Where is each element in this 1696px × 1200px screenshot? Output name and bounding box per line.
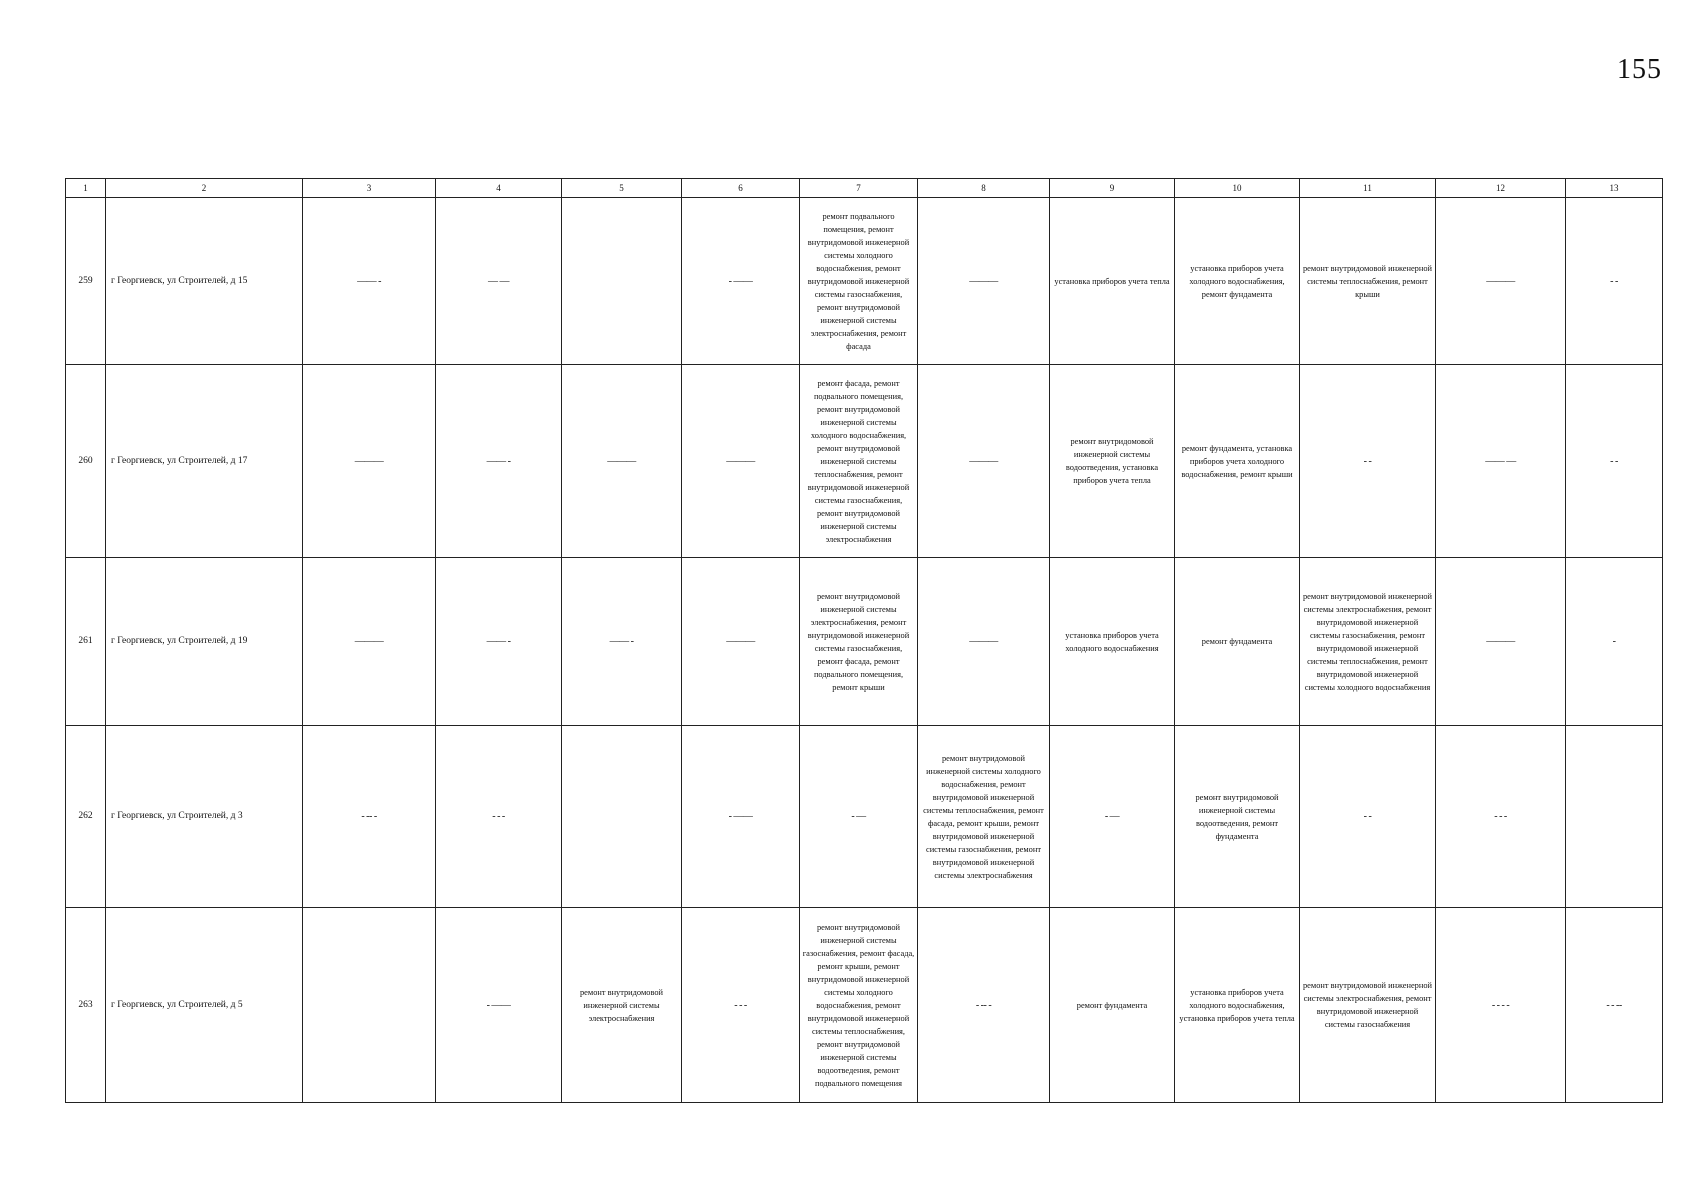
column-number: 8 bbox=[918, 179, 1050, 198]
table-cell: установка приборов учета холодного водоснабжения, установка приборов учета тепла bbox=[1175, 908, 1300, 1103]
column-number: 13 bbox=[1566, 179, 1663, 198]
address-cell: г Георгиевск, ул Строителей, д 19 bbox=[106, 558, 303, 726]
address-cell: г Георгиевск, ул Строителей, д 3 bbox=[106, 726, 303, 908]
table-cell: установка приборов учета холодного водоснабжения, ремонт фундамента bbox=[1175, 198, 1300, 365]
table-cell bbox=[303, 908, 436, 1103]
table-cell bbox=[562, 726, 682, 908]
table-cell: - - - bbox=[436, 726, 562, 908]
column-number: 4 bbox=[436, 179, 562, 198]
table-row bbox=[66, 908, 1663, 1103]
table-cell: ремонт фундамента, установка приборов учета холодного водоснабжения, ремонт крыши bbox=[1175, 365, 1300, 558]
table-cell: ремонт внутридомовой инженерной системы электроснабжения, ремонт внутридомовой инженерной системы газоснабжения, ремонт фасада, ремонт подвального помещения, ремонт крыши bbox=[800, 558, 918, 726]
table-cell: - bbox=[1566, 558, 1663, 726]
table-row bbox=[66, 365, 1663, 558]
column-number-row bbox=[66, 179, 1663, 198]
table-cell: ——— bbox=[918, 558, 1050, 726]
table-cell: ——— bbox=[1436, 198, 1566, 365]
table-cell: - — bbox=[1050, 726, 1175, 908]
table-cell: - -- - bbox=[303, 726, 436, 908]
table-cell: ——— bbox=[918, 198, 1050, 365]
table-cell: ремонт внутридомовой инженерной системы электроснабжения, ремонт внутридомовой инженерной системы газоснабжения, ремонт внутридомовой инженерной системы теплоснабжения, ремонт внутридомовой инженерной системы холодного водоснабжения bbox=[1300, 558, 1436, 726]
table-cell: ——— bbox=[562, 365, 682, 558]
table-cell: - —— bbox=[436, 908, 562, 1103]
table-cell: - —— bbox=[682, 726, 800, 908]
table-cell: ремонт внутридомовой инженерной системы газоснабжения, ремонт фасада, ремонт крыши, ремонт внутридомовой инженерной системы холодного водоснабжения, ремонт внутридомовой инженерной системы теплоснабжения, ремонт внутридомовой инженерной системы водоотведения, ремонт подвального помещения bbox=[800, 908, 918, 1103]
table-cell: - - - bbox=[682, 908, 800, 1103]
table-cell: - — bbox=[800, 726, 918, 908]
table-cell: ремонт внутридомовой инженерной системы теплоснабжения, ремонт крыши bbox=[1300, 198, 1436, 365]
table-cell: ремонт фундамента bbox=[1175, 558, 1300, 726]
table-cell: установка приборов учета тепла bbox=[1050, 198, 1175, 365]
table-cell: - - bbox=[1566, 198, 1663, 365]
table-cell: ——— bbox=[682, 365, 800, 558]
row-number: 261 bbox=[66, 558, 106, 726]
table-cell: ——— bbox=[303, 365, 436, 558]
address-cell: г Георгиевск, ул Строителей, д 15 bbox=[106, 198, 303, 365]
table-cell: ремонт фасада, ремонт подвального помещения, ремонт внутридомовой инженерной системы холодного водоснабжения, ремонт внутридомовой инженерной системы теплоснабжения, ремонт внутридомовой инженерной системы газоснабжения, ремонт внутридомовой инженерной системы электроснабжения bbox=[800, 365, 918, 558]
column-number: 1 bbox=[66, 179, 106, 198]
table-cell: ремонт внутридомовой инженерной системы электроснабжения, ремонт внутридомовой инженерной системы газоснабжения bbox=[1300, 908, 1436, 1103]
table-row bbox=[66, 558, 1663, 726]
row-number: 262 bbox=[66, 726, 106, 908]
table-cell: - - - bbox=[1436, 726, 1566, 908]
table-cell: —— - bbox=[303, 198, 436, 365]
table-cell: ремонт внутридомовой инженерной системы холодного водоснабжения, ремонт внутридомовой инженерной системы теплоснабжения, ремонт фасада, ремонт крыши, ремонт внутридомовой инженерной системы газоснабжения, ремонт внутридомовой инженерной системы электроснабжения bbox=[918, 726, 1050, 908]
table-cell: - - bbox=[1300, 726, 1436, 908]
table-cell: ——— bbox=[303, 558, 436, 726]
table-cell: ремонт внутридомовой инженерной системы электроснабжения bbox=[562, 908, 682, 1103]
column-number: 9 bbox=[1050, 179, 1175, 198]
table-cell: - - -- bbox=[1566, 908, 1663, 1103]
table-cell bbox=[1566, 726, 1663, 908]
address-cell: г Георгиевск, ул Строителей, д 5 bbox=[106, 908, 303, 1103]
table-cell: — — bbox=[436, 198, 562, 365]
table-cell: ремонт внутридомовой инженерной системы водоотведения, ремонт фундамента bbox=[1175, 726, 1300, 908]
table-cell: - - bbox=[1566, 365, 1663, 558]
table-cell: —— - bbox=[436, 558, 562, 726]
column-number: 12 bbox=[1436, 179, 1566, 198]
table-cell: ——— bbox=[918, 365, 1050, 558]
table-cell: - -- - bbox=[918, 908, 1050, 1103]
table-cell: - - - - bbox=[1436, 908, 1566, 1103]
row-number: 260 bbox=[66, 365, 106, 558]
table-cell: —— — bbox=[1436, 365, 1566, 558]
page-number: 155 bbox=[1617, 54, 1662, 85]
table-cell: ремонт подвального помещения, ремонт внутридомовой инженерной системы холодного водоснабжения, ремонт внутридомовой инженерной системы газоснабжения, ремонт внутридомовой инженерной системы электроснабжения, ремонт фасада bbox=[800, 198, 918, 365]
column-number: 5 bbox=[562, 179, 682, 198]
table-cell: ремонт фундамента bbox=[1050, 908, 1175, 1103]
column-number: 10 bbox=[1175, 179, 1300, 198]
table-cell: ремонт внутридомовой инженерной системы водоотведения, установка приборов учета тепла bbox=[1050, 365, 1175, 558]
column-number: 11 bbox=[1300, 179, 1436, 198]
register-table bbox=[65, 178, 1663, 1103]
table-row bbox=[66, 726, 1663, 908]
table-cell: —— - bbox=[562, 558, 682, 726]
table-cell: —— - bbox=[436, 365, 562, 558]
table-cell: - - bbox=[1300, 365, 1436, 558]
table-cell: ——— bbox=[682, 558, 800, 726]
table-cell bbox=[562, 198, 682, 365]
row-number: 259 bbox=[66, 198, 106, 365]
column-number: 3 bbox=[303, 179, 436, 198]
table-row bbox=[66, 198, 1663, 365]
row-number: 263 bbox=[66, 908, 106, 1103]
table-cell: установка приборов учета холодного водоснабжения bbox=[1050, 558, 1175, 726]
column-number: 2 bbox=[106, 179, 303, 198]
table-cell: - —— bbox=[682, 198, 800, 365]
address-cell: г Георгиевск, ул Строителей, д 17 bbox=[106, 365, 303, 558]
column-number: 7 bbox=[800, 179, 918, 198]
table-cell: ——— bbox=[1436, 558, 1566, 726]
column-number: 6 bbox=[682, 179, 800, 198]
